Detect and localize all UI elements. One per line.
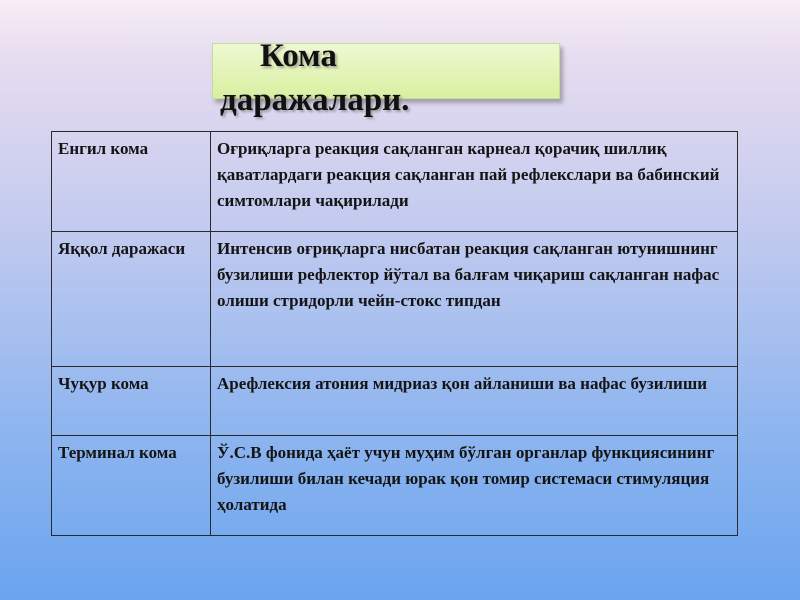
grade-description-cell: Оғриқларга реакция сақланган карнеал қорачиқ шиллиқ қаватлардаги реакция сақланган пай рефлекслари ва бабинский симтомлари чақирилади	[211, 132, 738, 232]
slide-title	[220, 34, 560, 122]
slide-title-line2: даражалари.	[220, 82, 410, 118]
coma-grades-table	[51, 131, 738, 536]
grade-description-cell: Интенсив оғриқларга нисбатан реакция сақланган ютунишнинг бузилиши рефлектор йўтал ва балғам чиқариш сақланган нафас олиши стридорли чейн-стокс типдан	[211, 232, 738, 367]
grade-name-cell: Чуқур кома	[52, 367, 211, 436]
grade-description-cell: Арефлексия атония мидриаз қон айланиши ва нафас бузилиши	[211, 367, 738, 436]
table-row	[52, 232, 738, 367]
grade-name-cell: Яққол даражаси	[52, 232, 211, 367]
slide-title-line1: Кома	[260, 38, 337, 74]
grade-name-cell: Енгил кома	[52, 132, 211, 232]
table-row	[52, 367, 738, 436]
grade-name-cell: Терминал кома	[52, 436, 211, 536]
grade-description-cell: Ў.С.В фонида ҳаёт учун муҳим бўлган органлар функциясининг бузилиши билан кечади юрак қон томир системаси стимуляция ҳолатида	[211, 436, 738, 536]
table-row	[52, 436, 738, 536]
table-row	[52, 132, 738, 232]
